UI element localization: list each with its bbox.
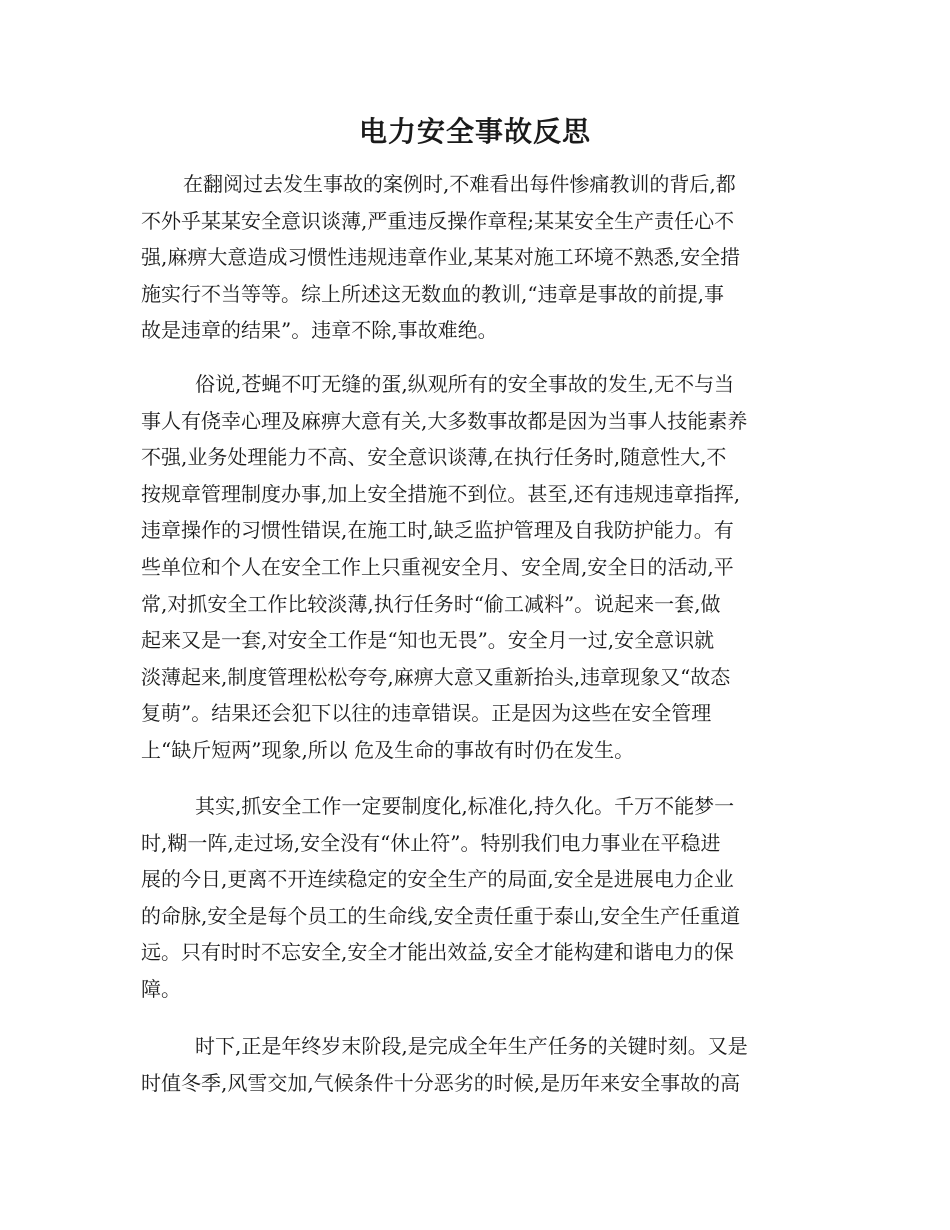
paragraph-line: 起来又是一套,对安全工作是“知也无畏”。安全月一过,安全意识就 bbox=[141, 628, 715, 653]
paragraph-line: 不强,业务处理能力不高、安全意识谈薄,在执行任务时,随意性大,不 bbox=[141, 445, 727, 470]
paragraph-line: 展的今日,更离不开连续稳定的安全生产的局面,安全是进展电力企业 bbox=[141, 867, 734, 892]
paragraph-3 bbox=[141, 788, 809, 1008]
paragraph-4 bbox=[141, 1028, 809, 1101]
paragraph-line: 时下,正是年终岁末阶段,是完成全年生产任务的关键时刻。又是 bbox=[195, 1034, 748, 1058]
paragraph-line: 按规章管理制度办事,加上安全措施不到位。甚至,还有违规违章指挥, bbox=[141, 481, 741, 506]
paragraph-line: 常,对抓安全工作比较淡薄,执行任务时“偷工减料”。说起来一套,做 bbox=[141, 591, 721, 616]
paragraph-line: 施实行不当等等。综上所述这无数血的教训,“违章是事故的前提,事 bbox=[141, 281, 724, 306]
paragraph-line: 俗说,苍蝇不叮无缝的蛋,纵观所有的安全事故的发生,无不与当 bbox=[195, 372, 735, 396]
paragraph-line: 的命脉,安全是每个员工的生命线,安全责任重于泰山,安全生产任重道 bbox=[141, 903, 741, 928]
paragraph-line: 障。 bbox=[141, 976, 181, 1001]
paragraph-line: 些单位和个人在安全工作上只重视安全月、安全周,安全日的活动,平 bbox=[141, 554, 734, 579]
paragraph-2 bbox=[141, 366, 809, 769]
paragraph-line: 远。只有时时不忘安全,安全才能出效益,安全才能构建和谐电力的保 bbox=[141, 940, 734, 965]
paragraph-line: 其实,抓安全工作一定要制度化,标准化,持久化。千万不能梦一 bbox=[195, 794, 735, 818]
paragraph-1 bbox=[141, 166, 809, 349]
paragraph-line: 违章操作的习惯性错误,在施工时,缺乏监护管理及自我防护能力。有 bbox=[141, 518, 734, 543]
paragraph-line: 时,糊一阵,走过场,安全没有“休止符”。特别我们电力事业在平稳进 bbox=[141, 830, 721, 855]
paragraph-line: 在翻阅过去发生事故的案例时,不难看出每件惨痛教训的背后,都 bbox=[183, 172, 736, 196]
paragraph-line: 事人有侥幸心理及麻痹大意有关,大多数事故都是因为当事人技能素养 bbox=[141, 408, 748, 433]
paragraph-line: 时值冬季,风雪交加,气候条件十分恶劣的时候,是历年来安全事故的高 bbox=[141, 1070, 741, 1095]
paragraph-line: 故是违章的结果”。违章不除,事故难绝。 bbox=[141, 318, 498, 343]
paragraph-line: 不外乎某某安全意识谈薄,严重违反操作章程;某某安全生产责任心不 bbox=[141, 208, 735, 233]
paragraph-line: 上“缺斤短两”现象,所以 危及生命的事故有时仍在发生。 bbox=[141, 737, 635, 762]
document-title: 电力安全事故反思 bbox=[358, 115, 591, 148]
paragraph-line: 复萌”。结果还会犯下以往的违章错误。正是因为这些在安全管理 bbox=[141, 701, 712, 726]
paragraph-line: 淡薄起来,制度管理松松夸夸,麻痹大意又重新抬头,违章现象又“故态 bbox=[141, 664, 731, 689]
paragraph-line: 强,麻痹大意造成习惯性违规违章作业,某某对施工环境不熟悉,安全措 bbox=[141, 245, 741, 270]
